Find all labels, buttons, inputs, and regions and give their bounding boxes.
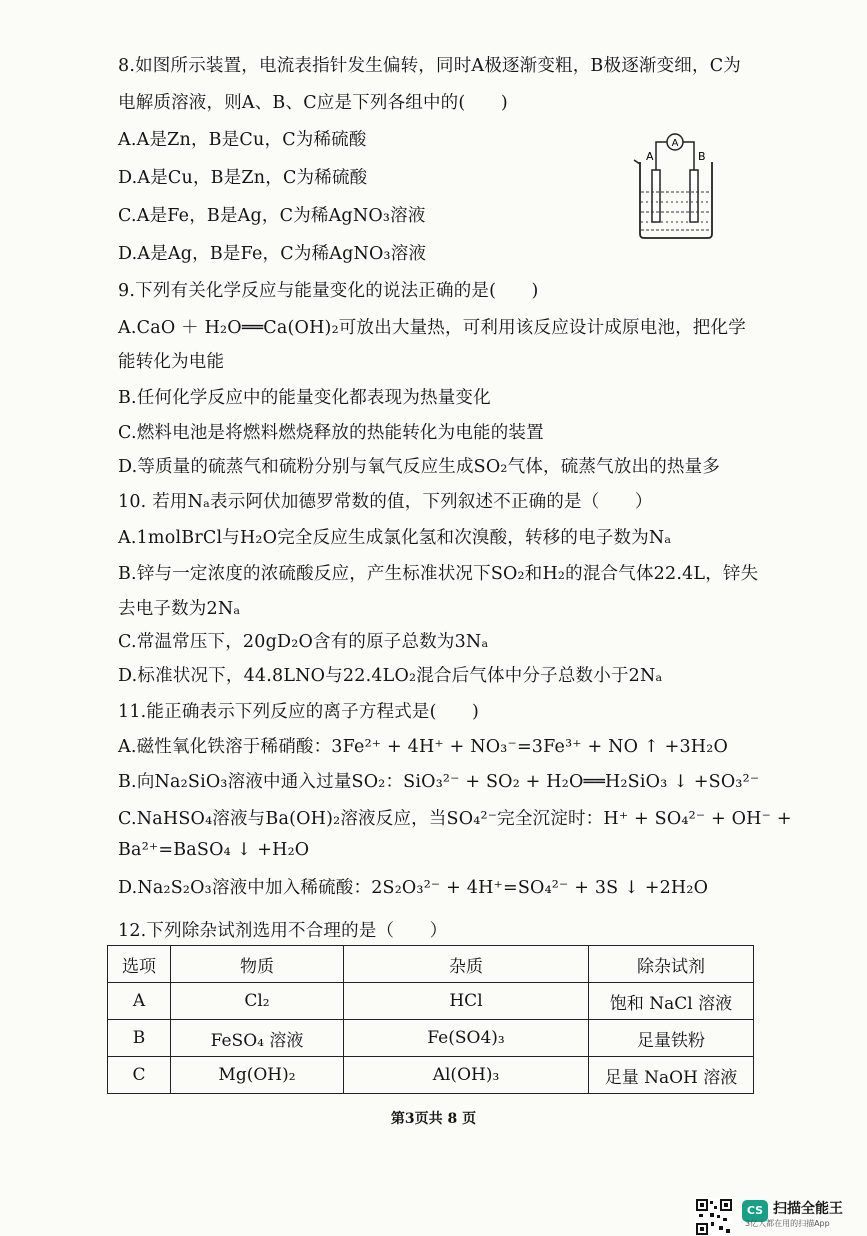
table-header-row bbox=[108, 946, 754, 983]
q9-option-a-line-2: 能转化为电能 bbox=[118, 352, 225, 372]
q11-option-c-line-2: Ba²⁺=BaSO₄ ↓ +H₂O bbox=[118, 840, 310, 860]
q9-option-c: C.燃料电池是将燃料燃烧释放的热能转化为电能的装置 bbox=[118, 423, 544, 443]
table-header: 杂质 bbox=[344, 946, 589, 983]
q9-option-d: D.等质量的硫蒸气和硫粉分别与氧气反应生成SO₂气体，硫蒸气放出的热量多 bbox=[118, 457, 721, 477]
ammeter-label: A bbox=[671, 138, 679, 149]
table-cell: A bbox=[108, 983, 171, 1020]
electrode-b-label: B bbox=[698, 150, 706, 163]
table-cell: Mg(OH)₂ bbox=[171, 1057, 344, 1094]
table-header: 选项 bbox=[108, 946, 171, 983]
scanner-brand-name: 扫描全能王 bbox=[773, 1201, 843, 1217]
q9-option-b: B.任何化学反应中的能量变化都表现为热量变化 bbox=[118, 388, 491, 408]
q8-option-d: D.A是Ag，B是Fe，C为稀AgNO₃溶液 bbox=[118, 244, 427, 264]
table-cell: Cl₂ bbox=[171, 983, 344, 1020]
scanner-tagline: 3亿人都在用的扫描App bbox=[745, 1219, 830, 1228]
table-row bbox=[108, 1020, 754, 1057]
q9-stem: 9.下列有关化学反应与能量变化的说法正确的是( ) bbox=[118, 281, 539, 301]
q10-option-c: C.常温常压下，20gD₂O含有的原子总数为3Nₐ bbox=[118, 632, 489, 652]
galvanic-cell-diagram bbox=[628, 122, 718, 240]
page-footer: 第3页共 8 页 bbox=[390, 1111, 477, 1127]
table-header: 除杂试剂 bbox=[589, 946, 754, 983]
table-cell: 足量铁粉 bbox=[589, 1020, 754, 1057]
q10-option-d: D.标准状况下，44.8LNO与22.4LO₂混合后气体中分子总数小于2Nₐ bbox=[118, 666, 663, 686]
q8-stem-line-2: 电解质溶液，则A、B、C应是下列各组中的( ) bbox=[118, 93, 508, 113]
table-cell: 饱和 NaCl 溶液 bbox=[589, 983, 754, 1020]
table-cell: HCl bbox=[344, 983, 589, 1020]
q11-option-c-line-1: C.NaHSO₄溶液与Ba(OH)₂溶液反应，当SO₄²⁻完全沉淀时：H⁺ + SO₄²⁻ + OH⁻ + bbox=[118, 809, 792, 829]
table-cell: B bbox=[108, 1020, 171, 1057]
q11-stem: 11.能正确表示下列反应的离子方程式是( ) bbox=[118, 702, 480, 722]
q8-stem-line-1: 8.如图所示装置，电流表指针发生偏转，同时A极逐渐变粗，B极逐渐变细，C为 bbox=[118, 56, 741, 76]
q10-option-a: A.1molBrCl与H₂O完全反应生成氯化氢和次溴酸，转移的电子数为Nₐ bbox=[118, 528, 672, 548]
table-row bbox=[108, 983, 754, 1020]
q12-stem: 12.下列除杂试剂选用不合理的是（ ） bbox=[118, 921, 448, 941]
qr-code-icon bbox=[695, 1198, 733, 1236]
table-header: 物质 bbox=[171, 946, 344, 983]
q10-stem: 10. 若用Nₐ表示阿伏加德罗常数的值，下列叙述不正确的是（ ） bbox=[118, 492, 653, 512]
scanner-logo-icon: CS bbox=[742, 1200, 768, 1222]
table-cell: Fe(SO4)₃ bbox=[344, 1020, 589, 1057]
table-row bbox=[108, 1057, 754, 1094]
q8-option-a: A.A是Zn，B是Cu，C为稀硫酸 bbox=[118, 130, 367, 150]
q11-option-a: A.磁性氧化铁溶于稀硝酸：3Fe²⁺ + 4H⁺ + NO₃⁻=3Fe³⁺ + NO ↑ +3H₂O bbox=[118, 737, 728, 757]
q10-option-b-line-1: B.锌与一定浓度的浓硫酸反应，产生标准状况下SO₂和H₂的混合气体22.4L，锌失 bbox=[118, 564, 759, 584]
table-cell: Al(OH)₃ bbox=[344, 1057, 589, 1094]
table-cell: FeSO₄ 溶液 bbox=[171, 1020, 344, 1057]
q10-option-b-line-2: 去电子数为2Nₐ bbox=[118, 599, 241, 619]
table-cell: 足量 NaOH 溶液 bbox=[589, 1057, 754, 1094]
impurity-removal-table bbox=[107, 945, 754, 1094]
q11-option-d: D.Na₂S₂O₃溶液中加入稀硫酸：2S₂O₃²⁻ + 4H⁺=SO₄²⁻ + 3S ↓ +2H₂O bbox=[118, 878, 709, 898]
table-cell: C bbox=[108, 1057, 171, 1094]
q8-option-c: C.A是Fe，B是Ag，C为稀AgNO₃溶液 bbox=[118, 206, 426, 226]
q11-option-b: B.向Na₂SiO₃溶液中通入过量SO₂：SiO₃²⁻ + SO₂ + H₂O══H₂SiO₃ ↓ +SO₃²⁻ bbox=[118, 772, 760, 792]
q9-option-a-line-1: A.CaO ＋ H₂O══Ca(OH)₂可放出大量热，可利用该反应设计成原电池，把化学 bbox=[118, 318, 746, 338]
electrode-a-label: A bbox=[646, 150, 654, 163]
q8-option-b: D.A是Cu，B是Zn，C为稀硫酸 bbox=[118, 168, 368, 188]
